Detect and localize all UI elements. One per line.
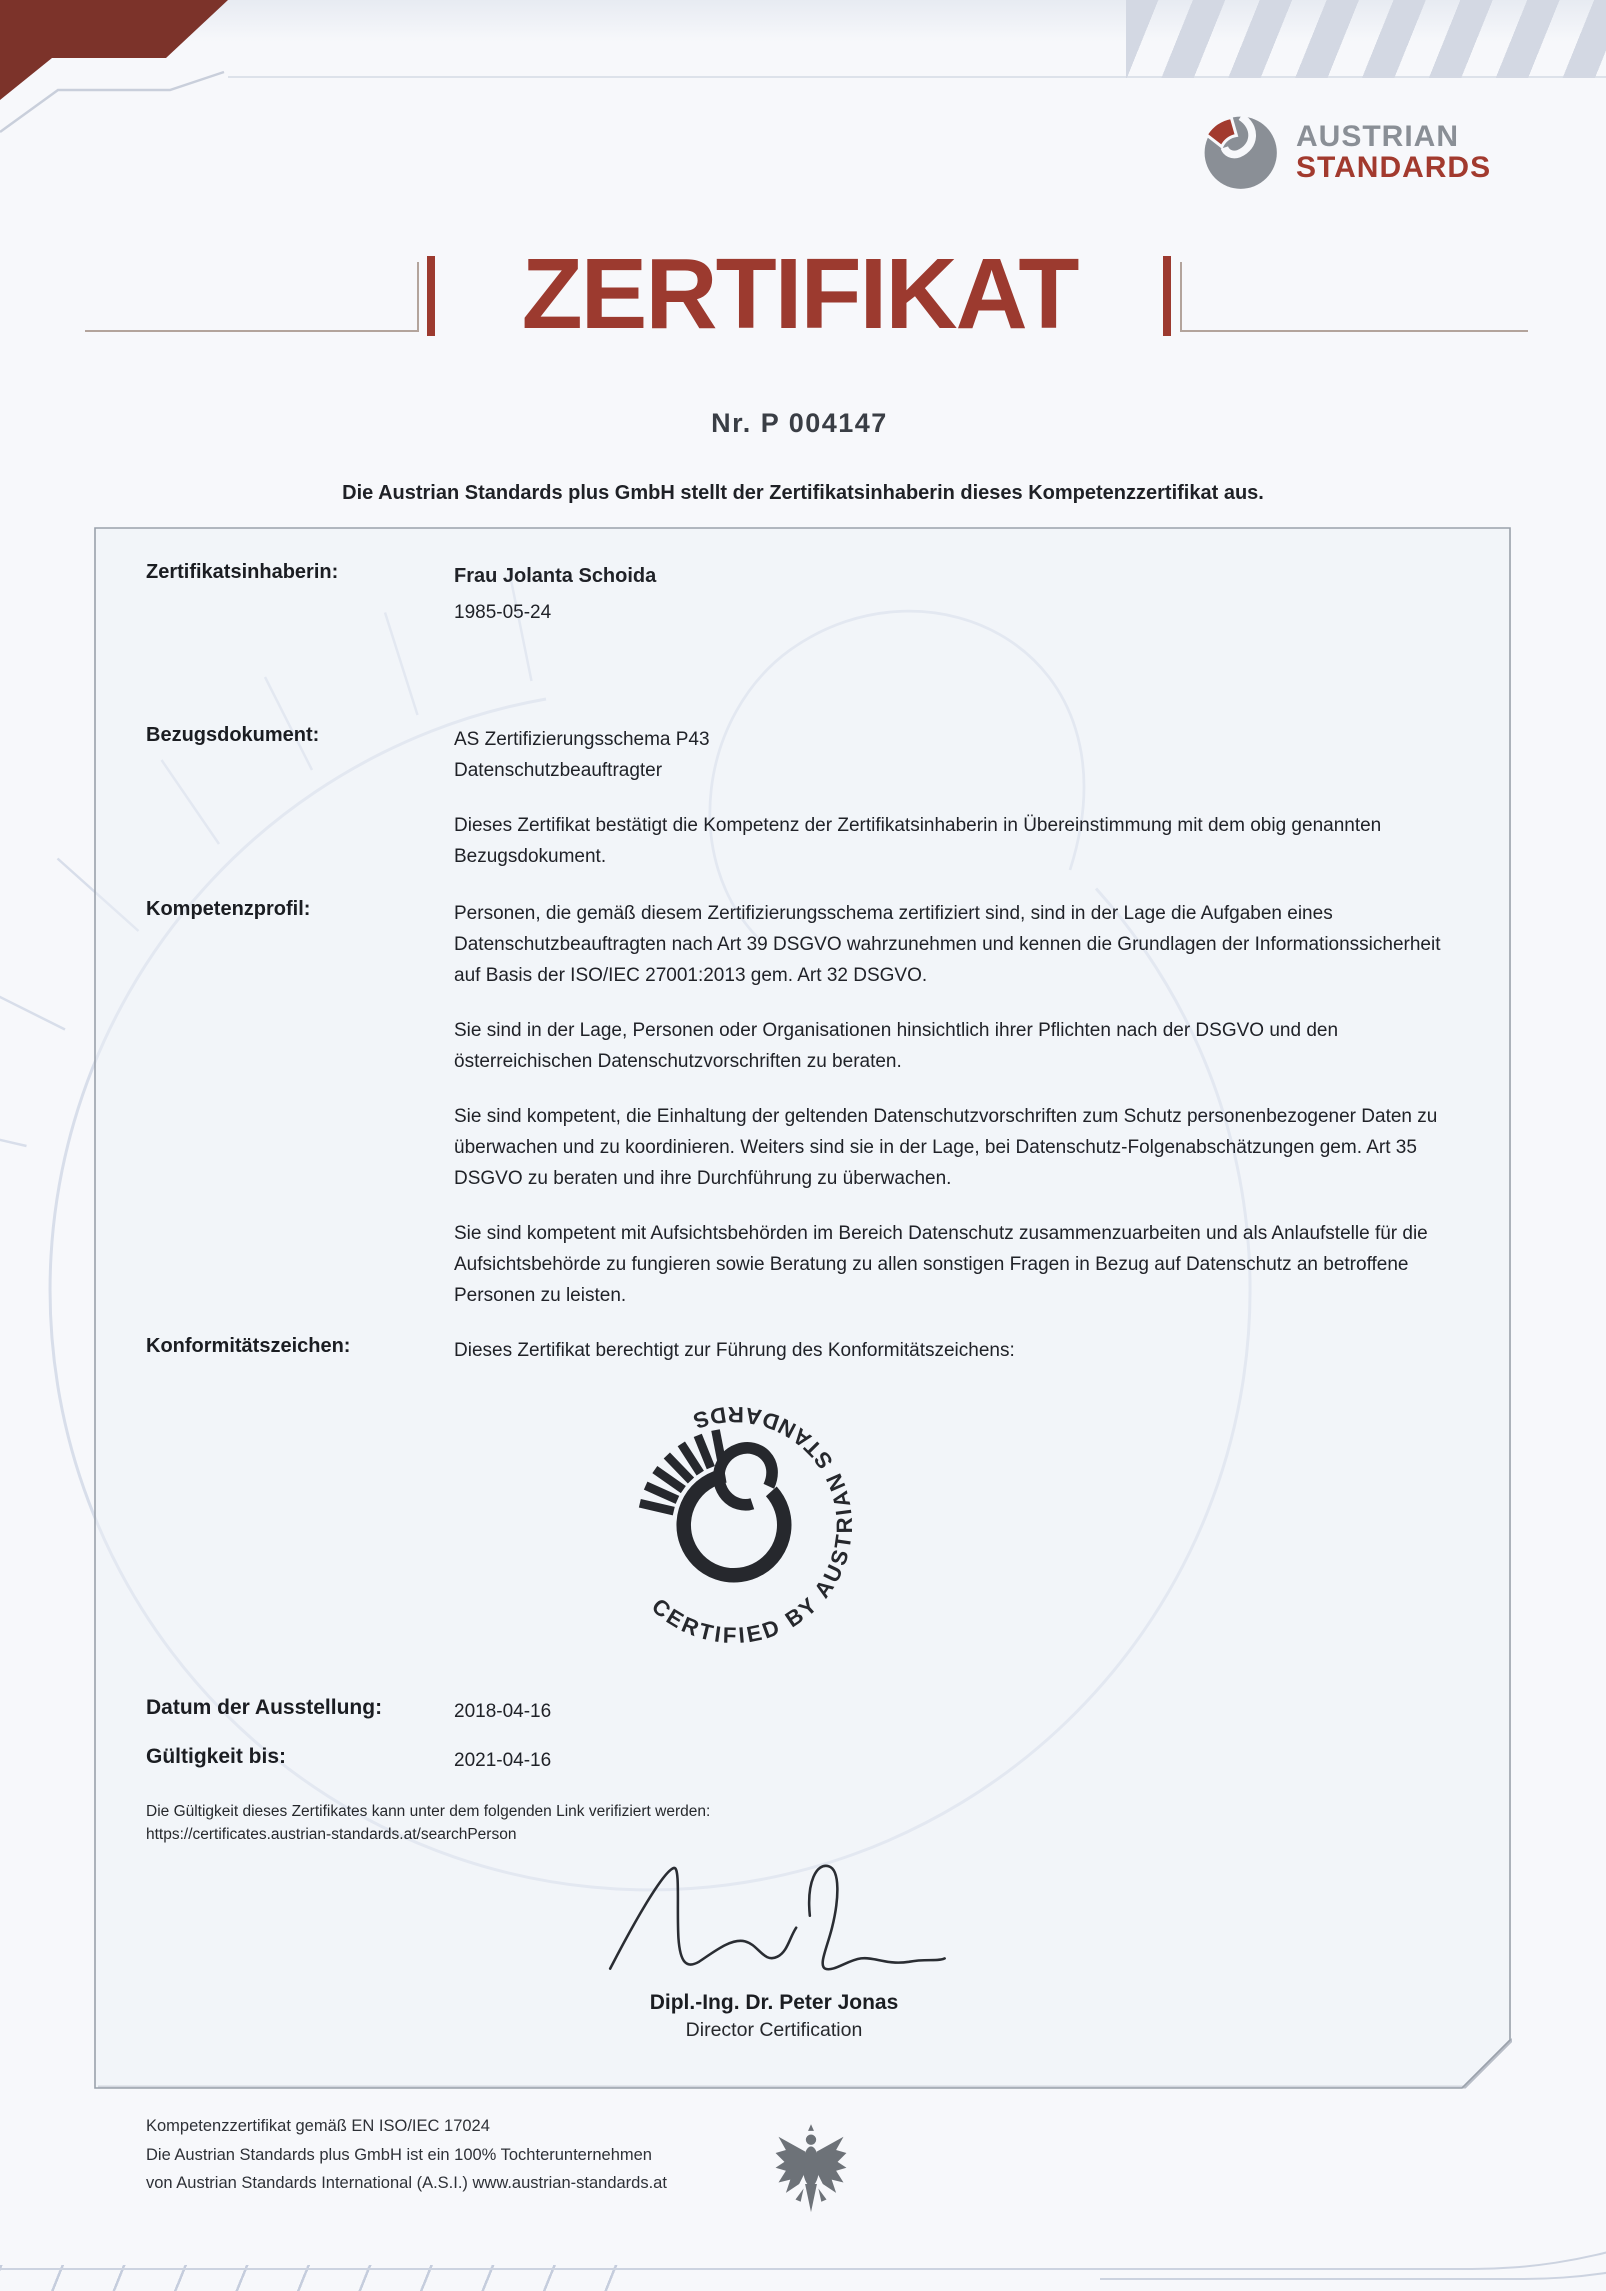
competence-paragraph: Sie sind kompetent mit Aufsichtsbehörden im Bereich Datenschutz zusammenzuarbeiten und als Anlaufstelle für die Aufsichtsbehörde zu fungieren sowie Beratung zu allen sonstigen Fragen in Bezug auf Datenschutz an betroffene Personen zu leisten.: [454, 1223, 1428, 1306]
holder-name: Frau Jolanta Schoida: [454, 565, 657, 587]
issue-date-value: 2018-04-16: [454, 1701, 552, 1722]
reference-note: Dieses Zertifikat bestätigt die Kompetenz der Zertifikatsinhaberin in Übereinstimmung mit dem obig genannten Bezugsdokument.: [454, 815, 1382, 867]
competence-label: Kompetenzprofil:: [146, 898, 311, 920]
title-rule-right-corner: [1180, 262, 1182, 332]
reference-label: Bezugsdokument:: [146, 724, 320, 746]
competence-row: [94, 898, 1512, 1311]
conformity-text: Dieses Zertifikat berechtigt zur Führung des Konformitätszeichens:: [454, 1340, 1015, 1361]
certified-seal-icon: [584, 1380, 884, 1670]
title-bar-right: [1163, 256, 1171, 336]
intro-sentence: Die Austrian Standards plus GmbH stellt der Zertifikatsinhaberin dieses Kompetenzzertifikat aus.: [342, 482, 1264, 504]
reference-row: [94, 724, 1512, 786]
verification-text: Die Gültigkeit dieses Zertifikates kann unter dem folgenden Link verifiziert werden:: [146, 1803, 711, 1820]
logo-wordmark: [1296, 121, 1491, 183]
austrian-standards-logo: [1196, 108, 1491, 194]
verification-note: [146, 1800, 1450, 1846]
holder-row: [94, 561, 1512, 628]
issue-date-label: Datum der Ausstellung:: [146, 1696, 383, 1719]
holder-birthdate: 1985-05-24: [454, 602, 552, 623]
conformity-seal: [584, 1380, 884, 1670]
title-rule-right: [1180, 330, 1528, 332]
issue-date-row: [94, 1696, 1512, 1727]
footer-line-3: von Austrian Standards International (A.S.I.) www.austrian-standards.at: [146, 2174, 667, 2192]
logo-circle-icon: [1196, 108, 1282, 194]
reference-role: Datenschutzbeauftragter: [454, 760, 663, 781]
competence-paragraph: Sie sind kompetent, die Einhaltung der geltenden Datenschutzvorschriften zum Schutz personenbezogener Daten zu überwachen und zu koordinieren. Weiters sind sie in der Lage, bei Datenschutz-Folgenabschätzungen gem. Art 35 DSGVO zu beraten und ihre Durchführung zu überwachen.: [454, 1106, 1438, 1189]
signatory-role: Director Certification: [685, 2019, 863, 2041]
logo-word-standards: STANDARDS: [1296, 151, 1492, 184]
valid-until-row: [94, 1745, 1512, 1776]
footer-line-1: Kompetenzzertifikat gemäß EN ISO/IEC 17024: [146, 2117, 490, 2135]
diagonal-stripes-decoration: [1126, 0, 1606, 78]
signature-stroke: [554, 1856, 994, 1984]
competence-paragraphs: [454, 898, 1450, 1311]
certificate-body: [94, 527, 1512, 2042]
conformity-row: [94, 1335, 1512, 1366]
title-rule-left-corner: [417, 262, 419, 332]
seal-ring-text: CERTIFIED BY AUSTRIAN STANDARDS: [646, 1402, 857, 1649]
verification-url: https://certificates.austrian-standards.at/searchPerson: [146, 1826, 517, 1843]
certificate-number: Nr. P 004147: [711, 408, 888, 438]
holder-label: Zertifikatsinhaberin:: [146, 561, 339, 583]
valid-until-value: 2021-04-16: [454, 1750, 552, 1771]
signatory-name: Dipl.-Ing. Dr. Peter Jonas: [649, 1991, 899, 2014]
competence-paragraph: Personen, die gemäß diesem Zertifizierungsschema zertifiziert sind, sind in der Lage die Aufgaben eines Datenschutzbeauftragten nach Art 39 DSGVO wahrzunehmen und kennen die Grundlagen der Informationssicherheit auf Basis der ISO/IEC 27001:2013 gem. Art 32 DSGVO.: [454, 903, 1441, 986]
page-title: ZERTIFIKAT: [521, 238, 1078, 350]
competence-paragraph: Sie sind in der Lage, Personen oder Organisationen hinsichtlich ihrer Pflichten nach der DSGVO und den österreichischen Datenschutzvorschriften zu beraten.: [454, 1020, 1339, 1072]
corner-ribbon-decoration: [0, 0, 260, 140]
logo-word-austrian: AUSTRIAN: [1296, 120, 1459, 153]
reference-scheme: AS Zertifizierungsschema P43: [454, 729, 710, 750]
conformity-label: Konformitätszeichen:: [146, 1335, 351, 1357]
footer-line-2: Die Austrian Standards plus GmbH ist ein 100% Tochterunternehmen: [146, 2145, 652, 2164]
title-rule-left: [85, 330, 419, 332]
title-bar-left: [427, 256, 435, 336]
valid-until-label: Gültigkeit bis:: [146, 1745, 287, 1768]
signature-block: [534, 1856, 1014, 2042]
reference-note-row: [94, 810, 1512, 872]
